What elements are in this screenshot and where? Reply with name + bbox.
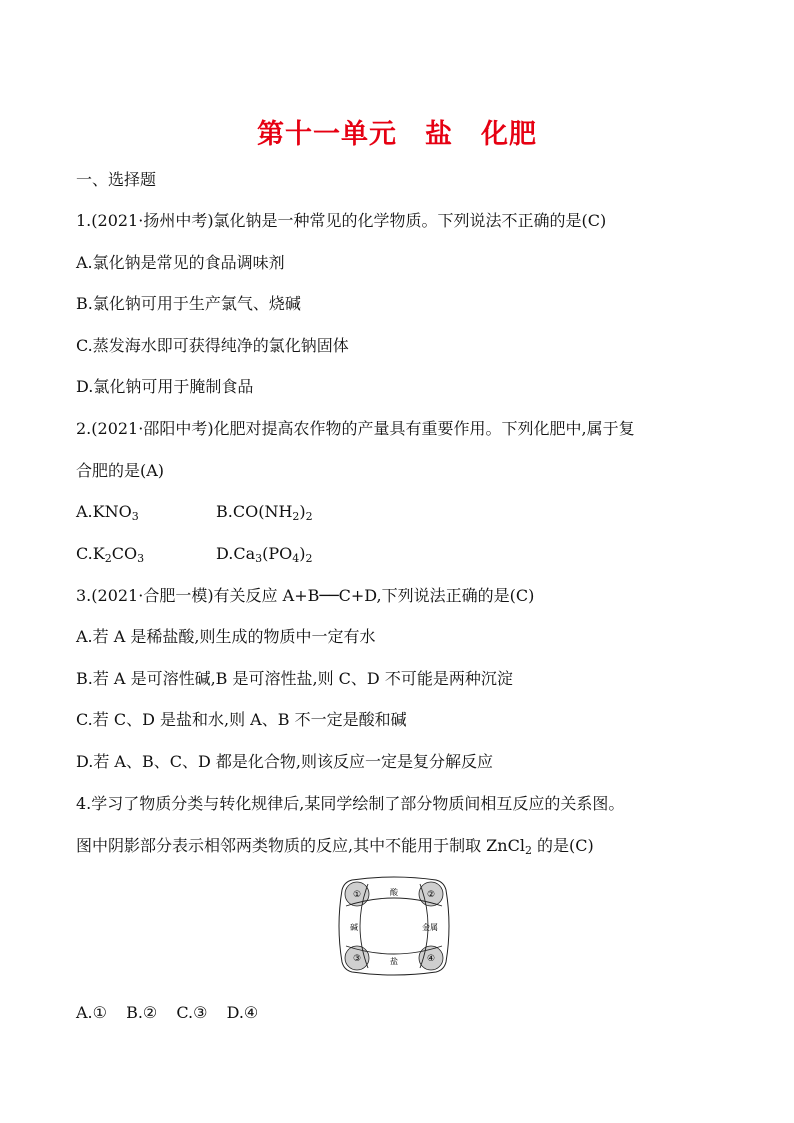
q4-option-a: A.① — [76, 1003, 107, 1022]
label-base: 碱 — [350, 923, 358, 932]
q1-option-d: D.氯化钠可用于腌制食品 — [76, 377, 254, 396]
q1-option-a: A.氯化钠是常见的食品调味剂 — [76, 253, 285, 272]
q3-option-c: C.若 C、D 是盐和水,则 A、B 不一定是酸和碱 — [76, 710, 407, 729]
q4-option-b: B.② — [126, 1003, 158, 1022]
q2-option-b: $B.CO(NH_2)_2$ — [216, 502, 313, 523]
q3-option-d: D.若 A、B、C、D 都是化合物,则该反应一定是复分解反应 — [76, 752, 493, 771]
q2-option-a: $A.KNO_3$ — [76, 502, 139, 523]
reaction-relationship-figure — [338, 876, 450, 976]
q3-option-a: A.若 A 是稀盐酸,则生成的物质中一定有水 — [76, 627, 376, 646]
q4-option-c: C.③ — [176, 1003, 208, 1022]
label-acid: 酸 — [390, 888, 398, 897]
corner-number-4: ④ — [426, 954, 436, 964]
section-heading: 一、选择题 — [76, 170, 157, 189]
corner-number-1: ① — [352, 890, 362, 900]
q3-option-b: B.若 A 是可溶性碱,B 是可溶性盐,则 C、D 不可能是两种沉淀 — [76, 669, 513, 688]
q4-stem-line2: 图中阴影部分表示相邻两类物质的反应,其中不能用于制取 ZnCl$_2$ 的是(C) — [76, 836, 594, 857]
q2-stem-line2: 合肥的是(A) — [76, 461, 165, 480]
label-metal: 金属 — [422, 923, 438, 932]
label-salt: 盐 — [390, 957, 398, 966]
q2-stem-line1: 2.(2021·邵阳中考)化肥对提高农作物的产量具有重要作用。下列化肥中,属于复 — [76, 419, 635, 438]
page-title: 第十一单元 盐 化肥 — [257, 119, 537, 150]
q4-option-d: D.④ — [226, 1003, 259, 1022]
q1-stem: 1.(2021·扬州中考)氯化钠是一种常见的化学物质。下列说法不正确的是(C) — [76, 211, 607, 230]
q2-option-d: $D.Ca_3(PO_4)_2$ — [216, 544, 313, 565]
q3-stem: 3.(2021·合肥一模)有关反应 A+B──C+D,下列说法正确的是(C) — [76, 586, 535, 605]
q1-option-b: B.氯化钠可用于生产氯气、烧碱 — [76, 294, 301, 313]
q4-stem-line1: 4.学习了物质分类与转化规律后,某同学绘制了部分物质间相互反应的关系图。 — [76, 794, 625, 813]
q2-option-c: $C.K_2CO_3$ — [76, 544, 145, 565]
q1-option-c: C.蒸发海水即可获得纯净的氯化钠固体 — [76, 336, 349, 355]
corner-number-2: ② — [426, 890, 436, 900]
corner-number-3: ③ — [352, 954, 362, 964]
q4-options — [76, 1003, 272, 1023]
